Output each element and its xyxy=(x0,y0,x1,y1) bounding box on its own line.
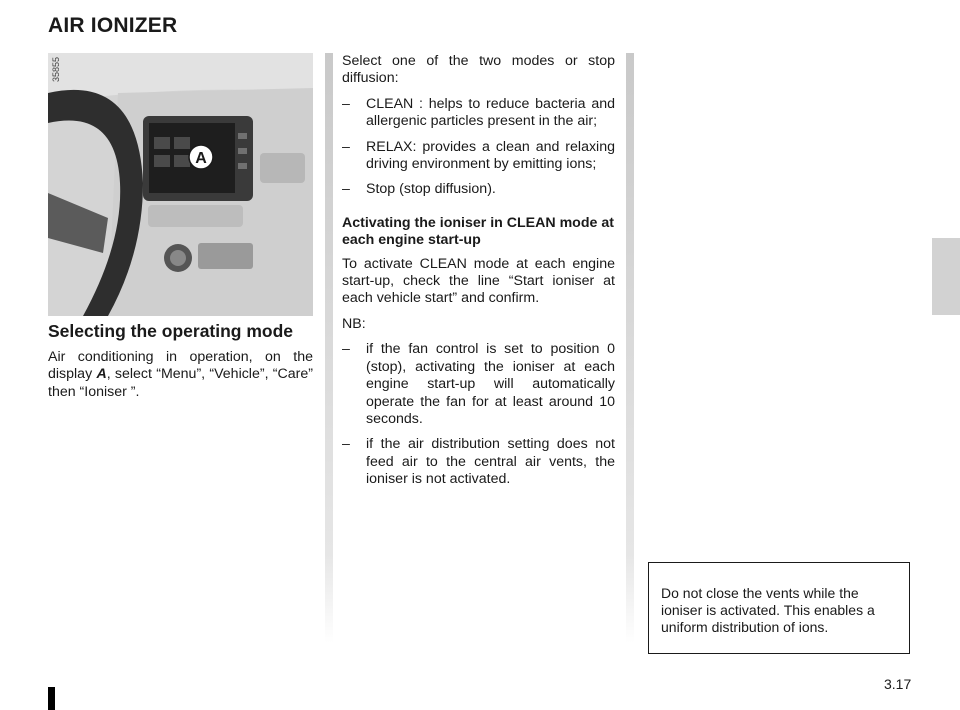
list-item-text: if the air distribution setting does not feed air to the central air vents, the ioniser is not activated. xyxy=(366,436,615,488)
list-item xyxy=(342,436,615,488)
activating-heading: Activating the ioniser in CLEAN mode at each engine start-up xyxy=(342,214,614,249)
climate-panel xyxy=(198,243,253,269)
air-vent xyxy=(260,153,305,183)
list-item-text: if the fan control is set to position 0 (stop), activating the ioniser at each engine start-up will automatically operate the fan for at least around 10 seconds. xyxy=(366,341,615,427)
activating-paragraph: To activate CLEAN mode at each engine start-up, check the line “Start ioniser at each vehicle start” and confirm. xyxy=(342,255,615,307)
list-item xyxy=(342,96,615,131)
steering-spoke xyxy=(48,193,108,253)
list-item-text: RELAX: provides a clean and relaxing driving environment by emitting ions; xyxy=(366,138,615,173)
dashboard-drawing xyxy=(48,53,313,316)
list-dash: – xyxy=(342,341,350,358)
list-item xyxy=(342,181,615,198)
screen-tile xyxy=(174,137,190,149)
note-text: Do not close the vents while the ioniser is activated. This enables a uniform distribution of ions. xyxy=(661,585,875,635)
screen-side-button xyxy=(238,163,247,169)
screen-side-button xyxy=(238,148,247,154)
list-item xyxy=(342,341,615,428)
list-item-text: Stop (stop diffusion). xyxy=(366,181,496,198)
list-dash: – xyxy=(342,436,350,453)
callout-label: A xyxy=(195,150,207,167)
screen-side-button xyxy=(238,133,247,139)
figure-reference: 35855 xyxy=(51,57,61,83)
climate-knob-center xyxy=(170,250,186,266)
list-item xyxy=(342,139,615,174)
column-divider xyxy=(325,53,333,643)
list-dash: – xyxy=(342,181,350,198)
chapter-tab xyxy=(932,238,960,315)
operating-mode-paragraph: Air conditioning in operation, on the display A, select “Menu”, “Vehicle”, “Care” then “Ioniser ”. xyxy=(48,349,313,400)
display-ref-label: A xyxy=(96,366,107,383)
right-column xyxy=(342,53,615,497)
nb-label: NB: xyxy=(342,315,366,332)
page-title: AIR IONIZER xyxy=(48,14,178,37)
note-box xyxy=(648,562,910,654)
page-number: 3.17 xyxy=(884,676,912,692)
column-divider xyxy=(626,53,634,643)
intro-paragraph: Select one of the two modes or stop diffusion: xyxy=(342,53,615,87)
central-air-vent xyxy=(148,205,243,227)
screen-tile xyxy=(154,155,170,167)
list-item-text: CLEAN : helps to reduce bacteria and allergenic particles present in the air; xyxy=(366,95,615,130)
screen-tile xyxy=(154,137,170,149)
corner-mark xyxy=(48,687,55,710)
screen-tile xyxy=(174,155,190,167)
left-column xyxy=(48,349,313,401)
section-heading: Selecting the operating mode xyxy=(48,321,294,341)
dashboard-illustration xyxy=(48,53,313,316)
list-dash: – xyxy=(342,138,350,155)
list-dash: – xyxy=(342,95,350,112)
